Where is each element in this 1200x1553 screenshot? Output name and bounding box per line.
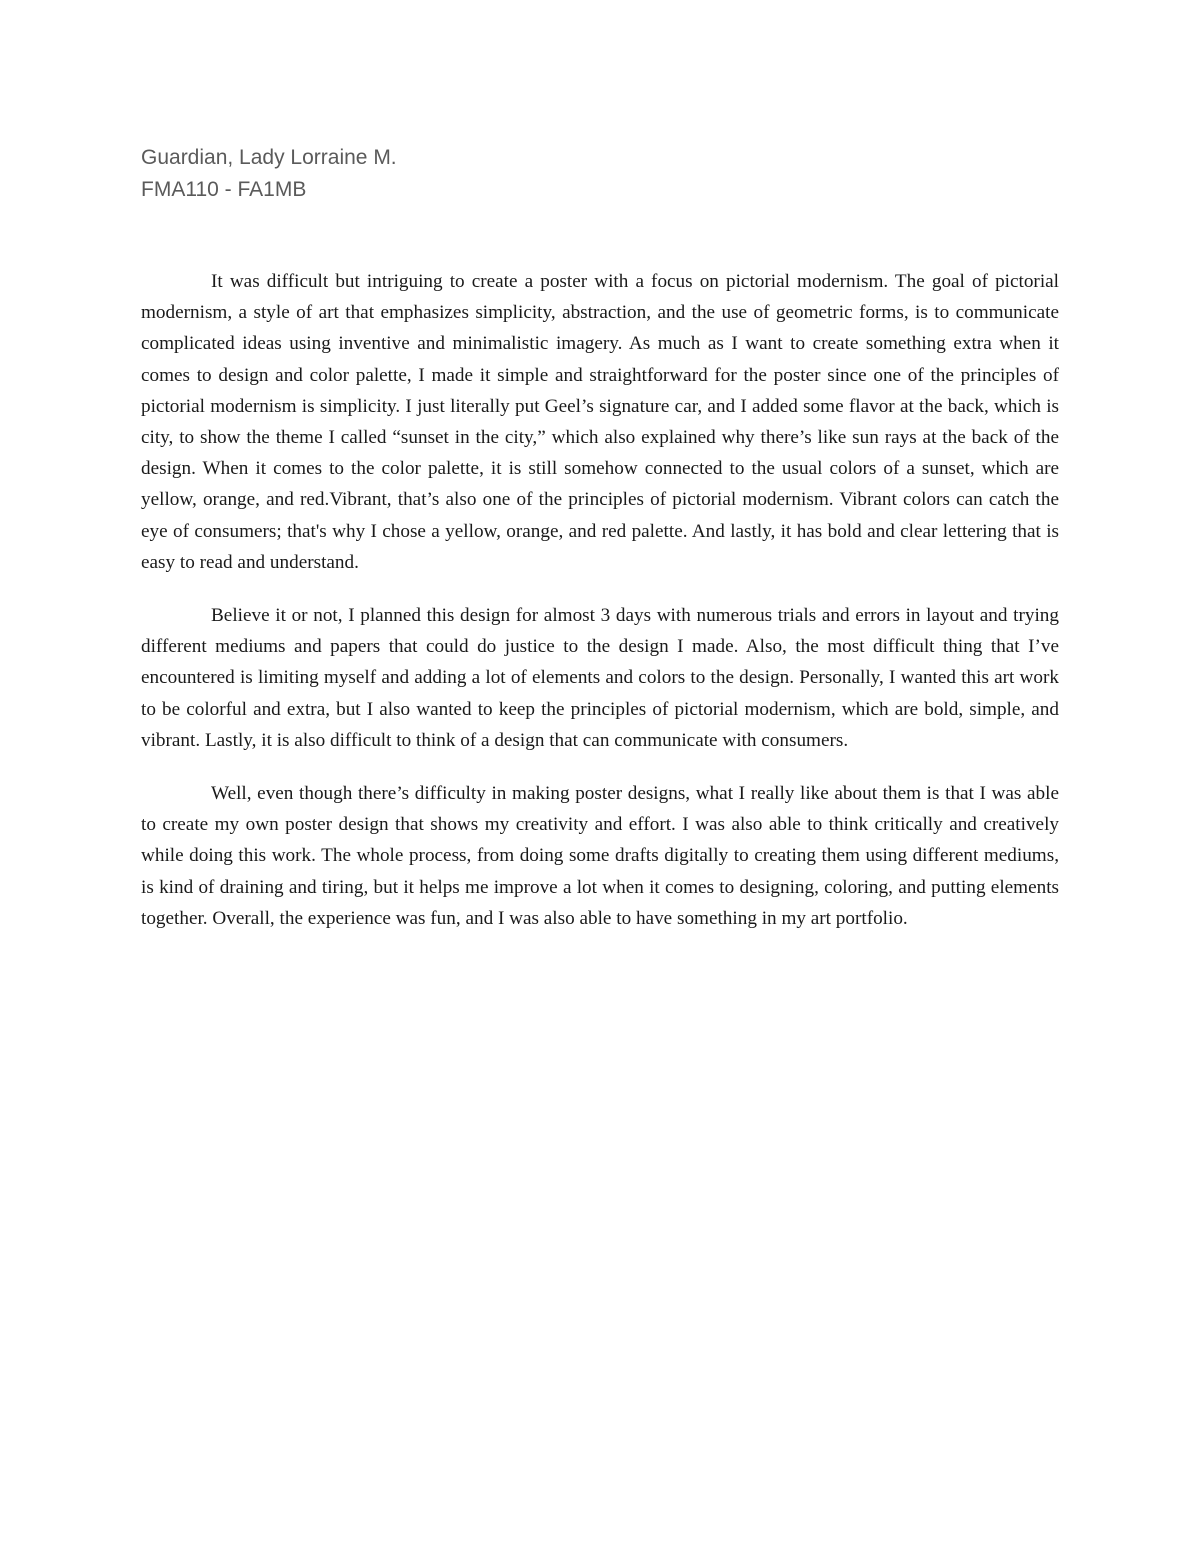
- paragraph: Well, even though there’s difficulty in making poster designs, what I really like about them is that I was able to create my own poster design that shows my creativity and effort. I was also able to think critically and creatively while doing this work. The whole process, from doing some drafts digitally to creating them using different mediums, is kind of draining and tiring, but it helps me improve a lot when it comes to designing, coloring, and putting elements together. Overall, the experience was fun, and I was also able to have something in my art portfolio.: [141, 783, 1059, 929]
- essay-body: [141, 266, 1059, 956]
- paragraph: It was difficult but intriguing to create a poster with a focus on pictorial modernism. The goal of pictorial modernism, a style of art that emphasizes simplicity, abstraction, and the use of geometric forms, is to communicate complicated ideas using inventive and minimalistic imagery. As much as I want to create something extra when it comes to design and color palette, I made it simple and straightforward for the poster since one of the principles of pictorial modernism is simplicity. I just literally put Geel’s signature car, and I added some flavor at the back, which is city, to show the theme I called “sunset in the city,” which also explained why there’s like sun rays at the back of the design. When it comes to the color palette, it is still somehow connected to the usual colors of a sunset, which are yellow, orange, and red.Vibrant, that’s also one of the principles of pictorial modernism. Vibrant colors can catch the eye of consumers; that's why I chose a yellow, orange, and red palette. And lastly, it has bold and clear lettering that is easy to read and understand.: [141, 271, 1059, 573]
- document-header: [141, 142, 397, 206]
- author-name: Guardian, Lady Lorraine M.: [141, 146, 397, 169]
- paragraph: Believe it or not, I planned this design for almost 3 days with numerous trials and errors in layout and trying different mediums and papers that could do justice to the design I made. Also, the most difficult thing that I’ve encountered is limiting myself and adding a lot of elements and colors to the design. Personally, I wanted this art work to be colorful and extra, but I also wanted to keep the principles of pictorial modernism, which are bold, simple, and vibrant. Lastly, it is also difficult to think of a design that can communicate with consumers.: [141, 605, 1059, 751]
- course-code: FMA110 - FA1MB: [141, 178, 307, 201]
